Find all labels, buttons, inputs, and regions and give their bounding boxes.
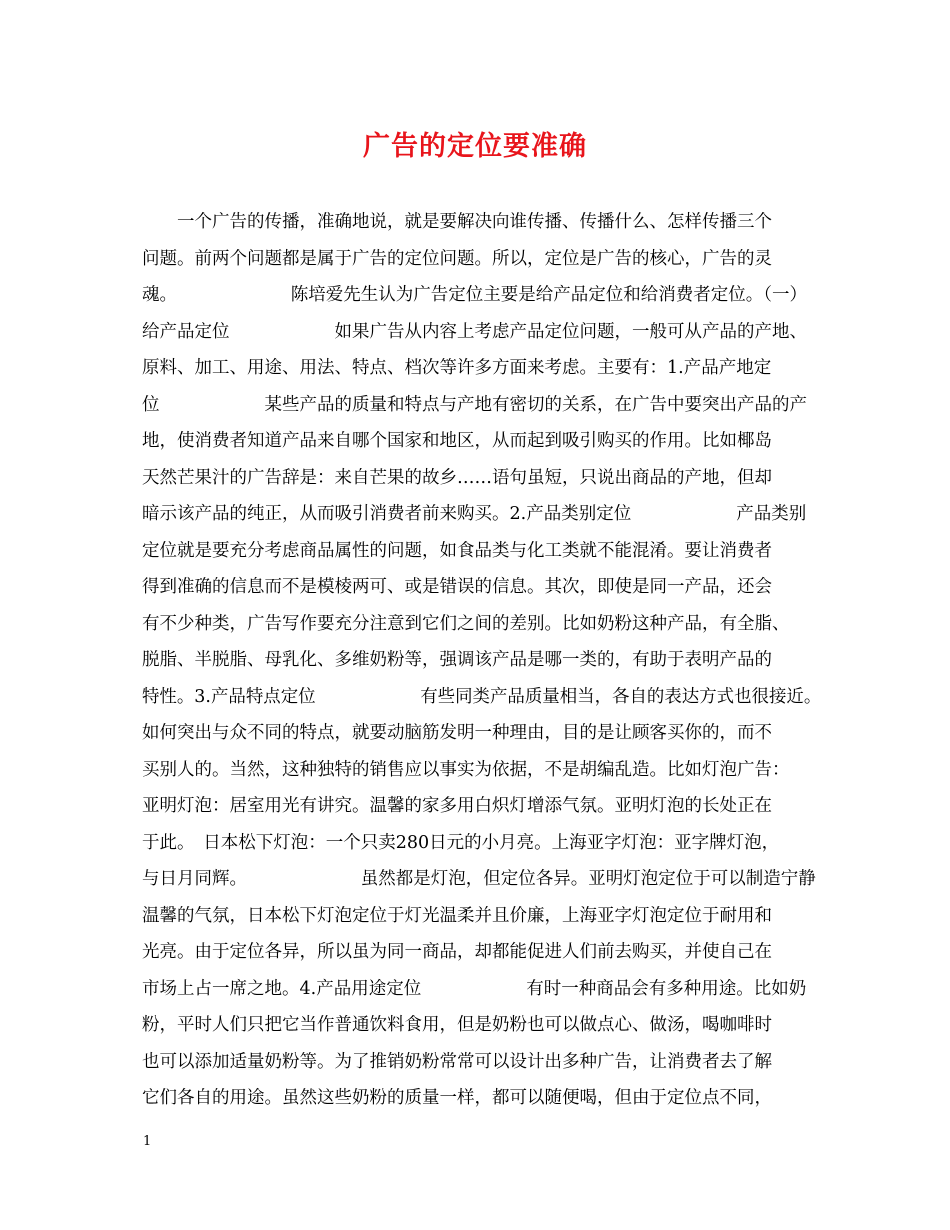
text-line: 也可以添加适量奶粉等。为了推销奶粉常常可以设计出多种广告，让消费者去了解 [142, 1051, 772, 1072]
text-line: 市场上占一席之地。4.产品用途定位 有时一种商品会有多种用途。比如奶 [142, 978, 807, 999]
text-line: 脱脂、半脱脂、母乳化、多维奶粉等，强调该产品是哪一类的，有助于表明产品的 [142, 650, 772, 670]
text-line: 暗示该产品的纯正，从而吸引消费者前来购买。2.产品类别定位 产品类别 [142, 504, 807, 524]
text-line: 问题。前两个问题都是属于广告的定位问题。所以，定位是广告的核心，广告的灵 [142, 248, 772, 269]
text-line: 魂。 陈培爱先生认为广告定位主要是给产品定位和给消费者定位。（一） [142, 285, 807, 305]
text-line: 定位就是要充分考虑商品属性的问题，如食品类与化工类就不能混淆。要让消费者 [142, 540, 772, 561]
body-paragraph [142, 204, 822, 1117]
text-line: 于此。 日本松下灯泡：一个只卖280日元的小月亮。上海亚字灯泡：亚字牌灯泡， [142, 832, 780, 853]
text-line: 特性。3.产品特点定位 有些同类产品质量相当，各自的表达方式也很接近。 [142, 686, 822, 707]
text-line: 给产品定位 如果广告从内容上考虑产品定位问题，一般可从产品的产地、 [142, 321, 807, 342]
text-line: 地，使消费者知道产品来自哪个国家和地区，从而起到吸引购买的作用。比如椰岛 [142, 431, 772, 451]
text-line: 粉，平时人们只把它当作普通饮料食用，但是奶粉也可以做点心、做汤，喝咖啡时 [142, 1015, 772, 1035]
text-line: 一个广告的传播，准确地说，就是要解决向谁传播、传播什么、怎样传播三个 [142, 212, 772, 232]
text-line: 位 某些产品的质量和特点与产地有密切的关系，在广告中要突出产品的产 [142, 394, 807, 415]
text-line: 原料、加工、用途、用法、特点、档次等许多方面来考虑。主要有：1.产品产地定 [142, 358, 772, 378]
document-title: 广告的定位要准确 [363, 131, 587, 162]
text-line: 温馨的气氛，日本松下灯泡定位于灯光温柔并且价廉，上海亚字灯泡定位于耐用和 [142, 905, 772, 926]
text-line: 有不少种类，广告写作要充分注意到它们之间的差别。比如奶粉这种产品，有全脂、 [142, 613, 790, 634]
text-line: 买别人的。当然，这种独特的销售应以事实为依据，不是胡编乱造。比如灯泡广告： [142, 759, 790, 780]
text-line: 亚明灯泡：居室用光有讲究。温馨的家多用白炽灯增添气氛。亚明灯泡的长处正在 [142, 796, 772, 816]
text-line: 光亮。由于定位各异，所以虽为同一商品，却都能促进人们前去购买，并使自己在 [142, 942, 772, 962]
text-line: 如何突出与众不同的特点，就要动脑筋发明一种理由，目的是让顾客买你的，而不 [142, 723, 772, 743]
text-line: 与日月同辉。 虽然都是灯泡，但定位各异。亚明灯泡定位于可以制造宁静 [142, 869, 816, 889]
text-line: 得到准确的信息而不是模棱两可、或是错误的信息。其次，即使是同一产品，还会 [142, 577, 772, 597]
text-line: 它们各自的用途。虽然这些奶粉的质量一样，都可以随便喝，但由于定位点不同， [142, 1088, 772, 1108]
text-line: 天然芒果汁的广告辞是：来自芒果的故乡……语句虽短，只说出商品的产地，但却 [142, 467, 772, 488]
page-number: 1 [143, 1134, 152, 1149]
